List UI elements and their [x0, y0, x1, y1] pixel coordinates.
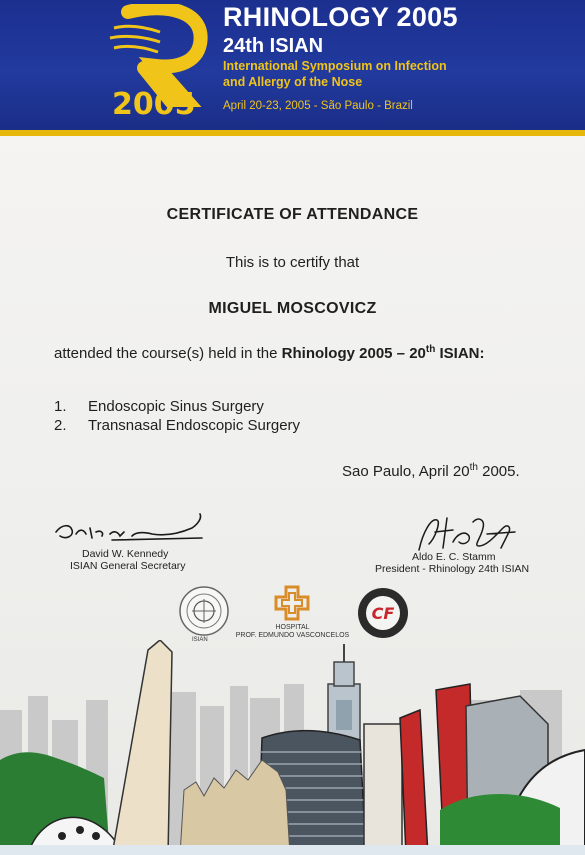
event-name: Rhinology 2005 – 20th ISIAN: — [281, 344, 485, 362]
signatory-name: David W. Kennedy — [82, 548, 169, 560]
logo-year-text: 2005 — [112, 87, 196, 122]
hospital-label-line-1: HOSPITAL — [275, 624, 310, 631]
stamm-signature — [413, 512, 518, 556]
signatory-role: President - Rhinology 24th ISIAN — [375, 563, 530, 575]
cylinder-building — [364, 724, 402, 855]
attended-line — [54, 344, 485, 362]
rhinology-logo — [108, 4, 210, 122]
bandeiras-monument — [180, 760, 290, 855]
header-title: RHINOLOGY 2005 — [223, 2, 458, 32]
attended-prefix: attended the course(s) held in the — [54, 345, 278, 362]
cf-logo-text: CF — [371, 604, 395, 623]
course-item — [54, 398, 264, 415]
signatory-role: ISIAN General Secretary — [70, 560, 186, 572]
signatory-name: Aldo E. C. Stamm — [412, 551, 496, 563]
certify-line: This is to certify that — [225, 254, 360, 271]
course-number: 2. — [54, 417, 67, 434]
sao-paulo-skyline-illustration — [0, 640, 585, 855]
certificate-title: CERTIFICATE OF ATTENDANCE — [166, 206, 419, 223]
ground-strip — [0, 845, 585, 855]
hospital-label-line-2: PROF. EDMUNDO VASCONCELOS — [235, 632, 350, 639]
cf-circle-logo — [357, 587, 409, 639]
header-subtitle: 24th ISIAN — [223, 35, 324, 57]
header-gold-stripe — [0, 130, 585, 136]
course-name: Transnasal Endoscopic Surgery — [88, 417, 301, 434]
kennedy-signature — [52, 510, 207, 550]
header-banner — [0, 0, 585, 132]
event-date-place: April 20-23, 2005 - São Paulo - Brazil — [223, 100, 413, 112]
place-date: Sao Paulo, April 20th 2005. — [342, 462, 520, 480]
isian-label: ISIAN — [192, 637, 208, 643]
course-name: Endoscopic Sinus Surgery — [88, 398, 264, 415]
course-number: 1. — [54, 398, 67, 415]
course-item — [54, 417, 300, 434]
symposium-line-2: and Allergy of the Nose — [223, 75, 363, 89]
hospital-cross-logo — [274, 585, 310, 621]
symposium-line-1: International Symposium on Infection — [223, 59, 447, 73]
recipient-name: MIGUEL MOSCOVICZ — [208, 300, 377, 317]
obelisk-monument — [112, 640, 172, 855]
